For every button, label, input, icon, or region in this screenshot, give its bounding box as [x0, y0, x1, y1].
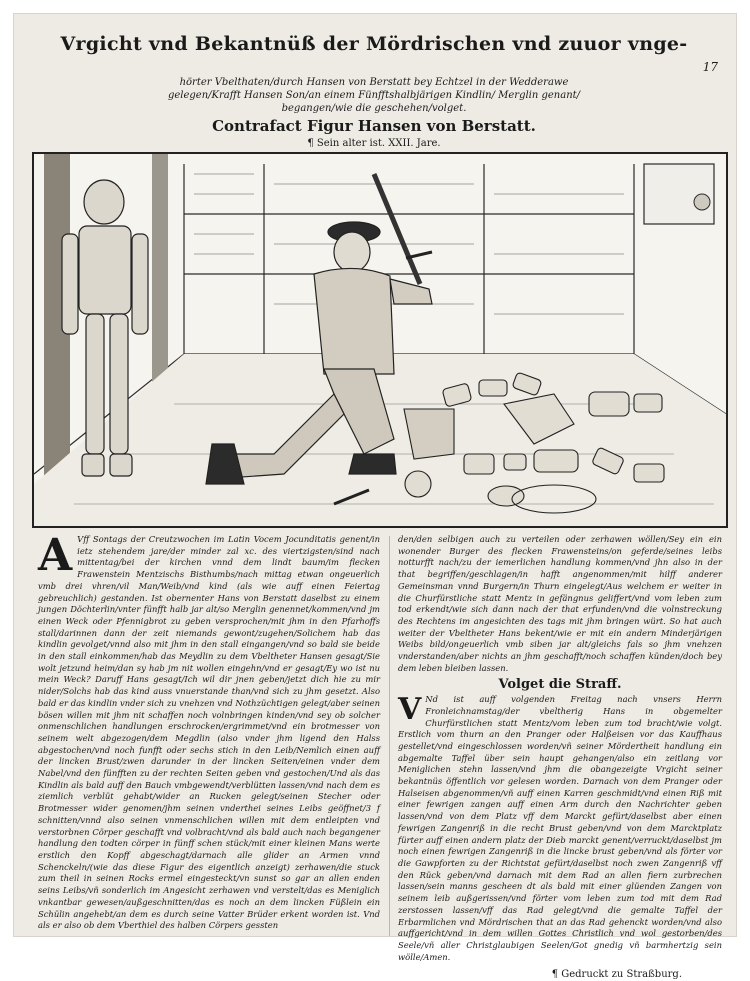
continuation-column — [398, 534, 722, 981]
column-divider — [389, 536, 390, 936]
continuation-text: den/den selbigen auch zu verteilen oder zerhawen wöllen/Sey ein ein wonender Burger des flecken Frawensteins/on geferde/seines leibs notturfft nach/zu der iemerlichen handlung kommen/vnd jhn also in der that begriffen/geschlagen/in hafft angenommen/mit hilff anderer Gemeinsman vnnd Burgern/in Thurn eingelegt/Aus welchem er weiter in die Churfürstliche statt Mentz in gefängnus geliffert/vnd vom leben zum tod erkendt/wie sich dann nach der that erfunden/vnd die volnstreckung des Rechtens im angesichten des tags mit jhm bringen würt. So hat auch weiter der Vbeltheter Hans bekent/wie er mit ein andern Minderjärigen Weibs bild/ongeuerlich vmb siben jar alt/gleichs fals so jhm vnehzen vnderstanden/aber nichts an jhm geschafft/noch schaffen künden/doch bey dem leben bleiben lassen. — [398, 534, 722, 673]
page-number: 17 — [702, 60, 718, 74]
punishment-paragraph — [398, 694, 722, 963]
punishment-heading: Volget die Straff. — [498, 677, 622, 693]
subtitle-line-1: hörter Vbelthaten/durch Hansen von Berstatt bey Echtzel in der Wedderawe — [179, 77, 569, 88]
woodcut-svg — [34, 154, 726, 526]
narrative-paragraph — [38, 530, 380, 932]
narrative-column — [38, 530, 380, 932]
punishment-text: Nd ist auff volgenden Freitag nach vnsers Herrn Fronleichnamstag/der vbeltherig Hans in obgemelter Churfürstlichen statt Mentz/vom leben zum tod bracht/wie volgt. Erstlich vom thurn an den Pranger oder Halßeisen vor das Kauffhaus gestellet/vnd eingeschlossen worden/vñ seiner Mördertheit handlung ein abgemalte Taffel über sein haupt gehangen/also ein zeitlang vor Meniglichen stehn lassen/vnd jhm die obangezeigte Vrgicht seiner bekantnüs öffentlich vor gelesen worden. Darnach von dem Pranger oder Halseisen abgenommen/vñ auff einen Karren geschmidt/vnd einen Riß mit einer fewrigen zangen auff einen Arm durch den Nachrichter geben lassen/vnd von dem Platz vff dem Marckt gefürt/daselbst aber einen fewrigen Zangenriß in die recht Brust geben/vnd von dem Marcktplatz fürter auff einen andern platz der Dieb marckt genent/verruckt/daselbst jm noch einen fewrigen Zangenriß in die lincke brust geben/vnd als förter vor die Gawpforten zu der Richtstat gefürt/daselbst noch zwen Zangenriß vff den Rück geben/vnd darnach mit dem Rad an allen fiern zurbrechen lassen/sein manns gescheen dt als bald mit einer glüenden Zangen von seinem leib außgerissen/vnd förter vom leben zum tod mit dem Rad zerstossen lassen/vff das Rad gelegt/vnd die gemalte Taffel der Erbarmlichen vnd Mördrischen that an das Rad gehenckt worden/vnd also auffgericht/vnd in dem willen Gottes Christlich vnd wol gestorben/des Seele/vñ aller Christglaubigen Seelen/Got gnedig vñ barmhertzig sein wölle/Amen. — [398, 694, 722, 962]
onlooker-face — [694, 194, 710, 210]
woodcut-illustration — [32, 152, 728, 528]
narrative-text: Vff Sontags der Creutzwochen im Latin Vocem Jocunditatis genent/in ietz stehendem jare/der minder zal xc. des viertzigsten/sind nach mittentag/bei der kirchen vnnd dem lindt baum/im flecken Frawenstein Mentzischs Bisthumbs/nach mittag etwan ongeuerlich vmb drei vhren/vil Man/Weib/vnd kind (als wie auff einen Feiertag gebreuchlich) gestanden. Ist obernenter Hans von Berstatt daselbst zu einem jungen Döchterlin/vnter fünfft halb jar alt/so Merglin genennet/kommen/vnd jm einen Weck oder Pfennigbrot zu geben versprochen/mit jhm in den Pfarhoffs stall/darinnen dann der zeit niemands gewont/zugehen/Solichem hab das kindlin gevolget/vnnd also mit jhm in den stall eingangen/vnd so bald sie beide in den stall einkommen/hab das Meydlin zu dem Vbeltheter Hansen gesagt/Sie wolt jetzund heim/dan sy hab jm nit wollen eingehn/vnd er gesagt/Ey wo ist nu mein Weck? Daruff Hans gesagt/Ich wil dir jnen geben/jetzt dich hie zu mir nider/Solchs hab das kind auss vnuerstande than/vnd sich zu jhm gesetzt. Also bald er das kindlin vnder sich zu vnehzen vnd Nothzüchtigen gelegt/aber seinen bösen willen mit jhm nit schaffen noch volnbringen kinden/vnd sey ob solcher onmenschlichen handlungen erschrocken/ergrimmet/vnd ein brotmesser von seinem welt abgezogen/dem Megdlin (also vnder jhm ligend den Halss abgestochen/vnd noch funfft oder sechs stich in den Leib/Nemlich einen auff der lincken Brust/zwen darunder in der lincken Seiten/einen vnder dem Nabel/vnd den fünfften zu der rechten Seiten geben vnd gestochen/Und als das Kindlin als bald auff den Bauch vmbgewendt/verblütten lassen/vnd nach dem es ziemlich verblüt gehabt/wider an Rucken gelegt/seinen Stecher oder Brotmesser wider genomen/jhm seinen vnderthei seines Leibs geöffnet/3 f schnitten/vnnd also seinen vnmenschlichen willen mit dem entleipten vnd verstorbnen Cörper geschafft vnd volbracht/vnd als bald auch nach begangener handlung den todten cörper in fünff schen stück/mit einer kleinen Mans werte erstlich den Kopff abgeschagt/darnach alle glider an Armen vnnd Schenckeln/(wie das diese Figur des eigentlich anzeigt) zerhawen/die stuck zum theil in seinen Rocks ermel eingesteckt/vn sunst so gar an allen enden seins Leibs/vñ sonderlich im Angesicht zerhawen vnd verstelt/das es Meniglich vnkantbar gewesen/außgeschnitten/das es noch an dem lincken Füßlein ein Schülin angehebt/an dem es durch seine Vatter Brüder erkent worden ist. Vnd als er also ob dem Vberthiel des halben Cörpers gessten — [38, 534, 380, 931]
subtitle — [54, 76, 694, 115]
drop-cap: A — [38, 530, 73, 581]
subtitle-line-3: begangen/wie die geschehen/volget. — [281, 103, 467, 114]
printer-colophon: ¶ Gedruckt zu Straßburg. — [551, 969, 682, 981]
page-title: Vrgicht vnd Bekantnüß der Mördrischen vnd zuuor vnge- — [60, 33, 688, 55]
age-label: ¶ Sein alter ist. XXII. Jare. — [307, 138, 441, 149]
subtitle-line-2: gelegen/Krafft Hansen Son/an einem Fünfftshalbjärigen Kindlin/ Merglin genant/ — [167, 90, 581, 101]
broadsheet-page — [14, 14, 736, 981]
figure-title: Contrafact Figur Hansen von Berstatt. — [212, 117, 536, 135]
drop-cap-2: V — [398, 692, 422, 728]
